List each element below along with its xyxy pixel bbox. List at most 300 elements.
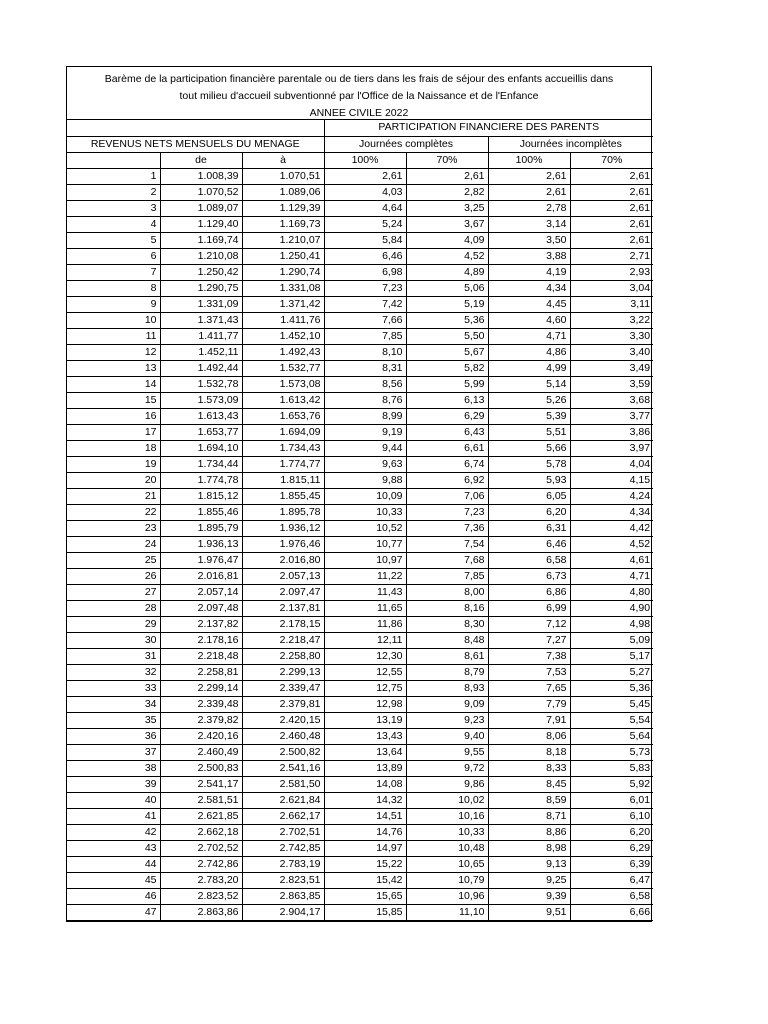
incompletes-100: 9,13 xyxy=(488,856,570,872)
revenu-a: 2.258,80 xyxy=(242,648,324,664)
incompletes-100: 2,61 xyxy=(488,184,570,200)
table-row xyxy=(67,744,653,760)
incompletes-100: 7,38 xyxy=(488,648,570,664)
completes-70: 6,29 xyxy=(406,408,488,424)
row-index: 46 xyxy=(67,888,160,904)
completes-100: 14,08 xyxy=(324,776,406,792)
completes-100: 14,32 xyxy=(324,792,406,808)
completes-70: 10,02 xyxy=(406,792,488,808)
revenu-a: 1.250,41 xyxy=(242,248,324,264)
completes-100: 7,23 xyxy=(324,280,406,296)
incompletes-70: 3,22 xyxy=(570,312,653,328)
incompletes-100: 5,93 xyxy=(488,472,570,488)
incompletes-70: 3,59 xyxy=(570,376,653,392)
completes-70: 3,25 xyxy=(406,200,488,216)
revenu-de: 1.976,47 xyxy=(160,552,242,568)
table-row xyxy=(67,456,653,472)
table-row xyxy=(67,792,653,808)
completes-100: 8,99 xyxy=(324,408,406,424)
completes-70: 10,33 xyxy=(406,824,488,840)
row-index: 42 xyxy=(67,824,160,840)
completes-70: 7,36 xyxy=(406,520,488,536)
table-row xyxy=(67,248,653,264)
revenu-a: 2.702,51 xyxy=(242,824,324,840)
incompletes-100-header: 100% xyxy=(488,152,570,168)
incompletes-100: 8,33 xyxy=(488,760,570,776)
incompletes-70: 2,61 xyxy=(570,168,653,184)
revenu-de: 1.532,78 xyxy=(160,376,242,392)
row-index: 34 xyxy=(67,696,160,712)
completes-70: 7,68 xyxy=(406,552,488,568)
incompletes-100: 6,20 xyxy=(488,504,570,520)
row-index: 3 xyxy=(67,200,160,216)
revenu-a: 1.089,06 xyxy=(242,184,324,200)
incompletes-70: 4,42 xyxy=(570,520,653,536)
completes-100: 13,64 xyxy=(324,744,406,760)
completes-70: 2,82 xyxy=(406,184,488,200)
row-index: 33 xyxy=(67,680,160,696)
table-row xyxy=(67,280,653,296)
table-row xyxy=(67,552,653,568)
journees-incompletes-header: Journées incomplètes xyxy=(488,136,653,152)
incompletes-100: 4,99 xyxy=(488,360,570,376)
revenu-a: 2.299,13 xyxy=(242,664,324,680)
revenu-a: 1.290,74 xyxy=(242,264,324,280)
completes-100: 10,52 xyxy=(324,520,406,536)
revenu-a: 1.895,78 xyxy=(242,504,324,520)
incompletes-70: 3,97 xyxy=(570,440,653,456)
incompletes-100: 6,46 xyxy=(488,536,570,552)
table-row xyxy=(67,664,653,680)
row-index: 38 xyxy=(67,760,160,776)
revenu-a: 1.129,39 xyxy=(242,200,324,216)
incompletes-100: 8,98 xyxy=(488,840,570,856)
row-index: 5 xyxy=(67,232,160,248)
table-row xyxy=(67,376,653,392)
row-index: 20 xyxy=(67,472,160,488)
revenu-de: 1.210,08 xyxy=(160,248,242,264)
revenu-a: 2.863,85 xyxy=(242,888,324,904)
table-row xyxy=(67,728,653,744)
completes-70: 5,19 xyxy=(406,296,488,312)
table-row xyxy=(67,616,653,632)
incompletes-70: 5,36 xyxy=(570,680,653,696)
incompletes-70: 3,86 xyxy=(570,424,653,440)
incompletes-100: 9,39 xyxy=(488,888,570,904)
revenu-de: 1.573,09 xyxy=(160,392,242,408)
completes-70: 2,61 xyxy=(406,168,488,184)
revenu-a: 2.178,15 xyxy=(242,616,324,632)
revenu-de: 2.500,83 xyxy=(160,760,242,776)
completes-70: 6,92 xyxy=(406,472,488,488)
completes-70: 8,61 xyxy=(406,648,488,664)
incompletes-70: 6,01 xyxy=(570,792,653,808)
revenu-de: 1.070,52 xyxy=(160,184,242,200)
incompletes-70: 3,30 xyxy=(570,328,653,344)
incompletes-70: 5,17 xyxy=(570,648,653,664)
incompletes-100: 9,25 xyxy=(488,872,570,888)
completes-100: 8,31 xyxy=(324,360,406,376)
revenu-a: 1.653,76 xyxy=(242,408,324,424)
completes-70: 5,36 xyxy=(406,312,488,328)
incompletes-70: 6,58 xyxy=(570,888,653,904)
table-row xyxy=(67,584,653,600)
bareme-table xyxy=(67,120,653,921)
revenu-de: 2.581,51 xyxy=(160,792,242,808)
completes-100: 7,42 xyxy=(324,296,406,312)
table-row xyxy=(67,328,653,344)
revenu-a: 2.097,47 xyxy=(242,584,324,600)
table-row xyxy=(67,648,653,664)
completes-100: 9,44 xyxy=(324,440,406,456)
incompletes-100: 4,19 xyxy=(488,264,570,280)
row-index: 11 xyxy=(67,328,160,344)
table-row xyxy=(67,392,653,408)
incompletes-70: 3,04 xyxy=(570,280,653,296)
incompletes-70: 2,71 xyxy=(570,248,653,264)
completes-100: 12,98 xyxy=(324,696,406,712)
table-row xyxy=(67,680,653,696)
completes-100: 10,77 xyxy=(324,536,406,552)
table-row xyxy=(67,264,653,280)
completes-100: 11,86 xyxy=(324,616,406,632)
row-index: 19 xyxy=(67,456,160,472)
revenu-a: 2.662,17 xyxy=(242,808,324,824)
completes-70: 9,09 xyxy=(406,696,488,712)
row-index: 37 xyxy=(67,744,160,760)
row-index: 16 xyxy=(67,408,160,424)
incompletes-100: 7,12 xyxy=(488,616,570,632)
row-index: 27 xyxy=(67,584,160,600)
incompletes-70: 6,39 xyxy=(570,856,653,872)
row-index: 24 xyxy=(67,536,160,552)
revenu-de: 1.734,44 xyxy=(160,456,242,472)
row-index: 47 xyxy=(67,904,160,920)
header-row-2 xyxy=(67,136,653,152)
incompletes-70: 5,73 xyxy=(570,744,653,760)
incompletes-70-header: 70% xyxy=(570,152,653,168)
completes-100: 6,98 xyxy=(324,264,406,280)
completes-70: 5,82 xyxy=(406,360,488,376)
row-index: 15 xyxy=(67,392,160,408)
row-index: 44 xyxy=(67,856,160,872)
row-index: 31 xyxy=(67,648,160,664)
completes-100: 8,76 xyxy=(324,392,406,408)
completes-100: 15,85 xyxy=(324,904,406,920)
table-row xyxy=(67,472,653,488)
incompletes-70: 3,68 xyxy=(570,392,653,408)
header-row-3 xyxy=(67,152,653,168)
completes-70: 8,30 xyxy=(406,616,488,632)
revenu-a: 2.379,81 xyxy=(242,696,324,712)
revenu-a: 2.218,47 xyxy=(242,632,324,648)
revenu-a: 1.411,76 xyxy=(242,312,324,328)
incompletes-100: 8,18 xyxy=(488,744,570,760)
table-row xyxy=(67,200,653,216)
row-index: 25 xyxy=(67,552,160,568)
incompletes-70: 4,04 xyxy=(570,456,653,472)
completes-100: 5,84 xyxy=(324,232,406,248)
participation-header: PARTICIPATION FINANCIERE DES PARENTS xyxy=(324,120,653,136)
revenu-de: 2.218,48 xyxy=(160,648,242,664)
document-title xyxy=(67,67,651,120)
incompletes-100: 3,88 xyxy=(488,248,570,264)
incompletes-70: 4,52 xyxy=(570,536,653,552)
incompletes-100: 8,45 xyxy=(488,776,570,792)
incompletes-100: 2,61 xyxy=(488,168,570,184)
header-row-1 xyxy=(67,120,653,136)
completes-70: 8,48 xyxy=(406,632,488,648)
revenu-a: 1.613,42 xyxy=(242,392,324,408)
completes-100: 10,09 xyxy=(324,488,406,504)
row-index: 22 xyxy=(67,504,160,520)
incompletes-100: 6,58 xyxy=(488,552,570,568)
incompletes-100: 8,06 xyxy=(488,728,570,744)
table-row xyxy=(67,360,653,376)
completes-100: 11,43 xyxy=(324,584,406,600)
row-index: 30 xyxy=(67,632,160,648)
incompletes-100: 4,34 xyxy=(488,280,570,296)
table-row xyxy=(67,424,653,440)
row-index: 40 xyxy=(67,792,160,808)
table-row xyxy=(67,856,653,872)
completes-70: 9,86 xyxy=(406,776,488,792)
completes-100: 13,19 xyxy=(324,712,406,728)
revenu-de: 1.169,74 xyxy=(160,232,242,248)
incompletes-100: 6,05 xyxy=(488,488,570,504)
row-index: 21 xyxy=(67,488,160,504)
table-row xyxy=(67,632,653,648)
completes-70: 9,40 xyxy=(406,728,488,744)
incompletes-70: 5,64 xyxy=(570,728,653,744)
revenu-de: 2.299,14 xyxy=(160,680,242,696)
completes-70: 5,67 xyxy=(406,344,488,360)
completes-70: 11,10 xyxy=(406,904,488,920)
completes-70: 5,99 xyxy=(406,376,488,392)
revenu-de: 1.371,43 xyxy=(160,312,242,328)
table-row xyxy=(67,872,653,888)
completes-100: 15,22 xyxy=(324,856,406,872)
incompletes-70: 2,61 xyxy=(570,200,653,216)
completes-70: 6,43 xyxy=(406,424,488,440)
completes-70: 6,61 xyxy=(406,440,488,456)
revenu-a: 2.016,80 xyxy=(242,552,324,568)
journees-completes-header: Journées complètes xyxy=(324,136,488,152)
revenu-de: 2.339,48 xyxy=(160,696,242,712)
incompletes-70: 4,15 xyxy=(570,472,653,488)
row-index: 10 xyxy=(67,312,160,328)
revenu-a: 2.057,13 xyxy=(242,568,324,584)
completes-100: 8,56 xyxy=(324,376,406,392)
incompletes-70: 2,93 xyxy=(570,264,653,280)
incompletes-100: 6,31 xyxy=(488,520,570,536)
completes-70: 7,06 xyxy=(406,488,488,504)
completes-70: 9,23 xyxy=(406,712,488,728)
completes-100: 12,30 xyxy=(324,648,406,664)
revenu-a: 1.815,11 xyxy=(242,472,324,488)
revenu-de: 2.541,17 xyxy=(160,776,242,792)
table-row xyxy=(67,808,653,824)
incompletes-100: 4,86 xyxy=(488,344,570,360)
revenu-de: 2.742,86 xyxy=(160,856,242,872)
revenu-a: 2.581,50 xyxy=(242,776,324,792)
revenu-de: 1.452,11 xyxy=(160,344,242,360)
revenu-a: 1.734,43 xyxy=(242,440,324,456)
incompletes-70: 5,83 xyxy=(570,760,653,776)
incompletes-100: 3,14 xyxy=(488,216,570,232)
revenu-a: 1.694,09 xyxy=(242,424,324,440)
revenu-de: 1.129,40 xyxy=(160,216,242,232)
table-row xyxy=(67,840,653,856)
incompletes-100: 6,73 xyxy=(488,568,570,584)
row-index: 41 xyxy=(67,808,160,824)
revenu-de: 2.783,20 xyxy=(160,872,242,888)
revenu-a: 2.420,15 xyxy=(242,712,324,728)
completes-100: 12,55 xyxy=(324,664,406,680)
table-row xyxy=(67,904,653,920)
incompletes-100: 5,51 xyxy=(488,424,570,440)
completes-70: 4,89 xyxy=(406,264,488,280)
revenu-de: 2.823,52 xyxy=(160,888,242,904)
revenu-a: 1.452,10 xyxy=(242,328,324,344)
revenu-de: 1.008,39 xyxy=(160,168,242,184)
incompletes-100: 4,45 xyxy=(488,296,570,312)
row-index: 35 xyxy=(67,712,160,728)
completes-100: 7,85 xyxy=(324,328,406,344)
incompletes-70: 3,11 xyxy=(570,296,653,312)
row-index: 45 xyxy=(67,872,160,888)
completes-100: 12,11 xyxy=(324,632,406,648)
revenu-a: 2.904,17 xyxy=(242,904,324,920)
incompletes-100: 9,51 xyxy=(488,904,570,920)
completes-70: 8,79 xyxy=(406,664,488,680)
completes-70: 7,85 xyxy=(406,568,488,584)
revenu-a: 2.460,48 xyxy=(242,728,324,744)
incompletes-70: 4,34 xyxy=(570,504,653,520)
revenu-de: 1.331,09 xyxy=(160,296,242,312)
completes-100: 12,75 xyxy=(324,680,406,696)
incompletes-100: 4,71 xyxy=(488,328,570,344)
row-index: 12 xyxy=(67,344,160,360)
incompletes-100: 8,71 xyxy=(488,808,570,824)
revenu-a: 1.976,46 xyxy=(242,536,324,552)
completes-100: 10,97 xyxy=(324,552,406,568)
de-header: de xyxy=(160,152,242,168)
revenu-a: 2.742,85 xyxy=(242,840,324,856)
completes-100: 14,97 xyxy=(324,840,406,856)
revenu-a: 1.210,07 xyxy=(242,232,324,248)
incompletes-70: 3,77 xyxy=(570,408,653,424)
incompletes-70: 6,66 xyxy=(570,904,653,920)
incompletes-70: 2,61 xyxy=(570,232,653,248)
revenu-de: 2.258,81 xyxy=(160,664,242,680)
bareme-sheet xyxy=(66,66,652,922)
table-row xyxy=(67,232,653,248)
incompletes-100: 8,86 xyxy=(488,824,570,840)
table-row xyxy=(67,344,653,360)
incompletes-70: 6,20 xyxy=(570,824,653,840)
a-header: à xyxy=(242,152,324,168)
table-row xyxy=(67,296,653,312)
revenu-a: 2.339,47 xyxy=(242,680,324,696)
revenu-de: 2.662,18 xyxy=(160,824,242,840)
incompletes-70: 5,27 xyxy=(570,664,653,680)
completes-100: 4,03 xyxy=(324,184,406,200)
revenu-de: 1.653,77 xyxy=(160,424,242,440)
incompletes-70: 6,10 xyxy=(570,808,653,824)
revenu-a: 2.137,81 xyxy=(242,600,324,616)
revenu-de: 2.621,85 xyxy=(160,808,242,824)
revenu-a: 1.532,77 xyxy=(242,360,324,376)
revenu-de: 1.774,78 xyxy=(160,472,242,488)
incompletes-70: 5,09 xyxy=(570,632,653,648)
incompletes-70: 2,61 xyxy=(570,184,653,200)
revenu-de: 1.492,44 xyxy=(160,360,242,376)
revenu-a: 2.783,19 xyxy=(242,856,324,872)
completes-100: 9,88 xyxy=(324,472,406,488)
revenu-a: 1.169,73 xyxy=(242,216,324,232)
row-index: 4 xyxy=(67,216,160,232)
revenu-de: 2.702,52 xyxy=(160,840,242,856)
revenu-a: 1.331,08 xyxy=(242,280,324,296)
revenu-de: 1.895,79 xyxy=(160,520,242,536)
completes-100: 13,89 xyxy=(324,760,406,776)
revenu-de: 1.411,77 xyxy=(160,328,242,344)
completes-70: 10,65 xyxy=(406,856,488,872)
incompletes-100: 8,59 xyxy=(488,792,570,808)
row-index: 36 xyxy=(67,728,160,744)
revenu-de: 2.420,16 xyxy=(160,728,242,744)
completes-70: 10,79 xyxy=(406,872,488,888)
row-index: 9 xyxy=(67,296,160,312)
table-row xyxy=(67,696,653,712)
incompletes-70: 4,80 xyxy=(570,584,653,600)
row-index: 29 xyxy=(67,616,160,632)
completes-70: 4,52 xyxy=(406,248,488,264)
completes-100: 9,19 xyxy=(324,424,406,440)
table-row xyxy=(67,760,653,776)
incompletes-70: 5,45 xyxy=(570,696,653,712)
row-index: 23 xyxy=(67,520,160,536)
revenu-de: 1.613,43 xyxy=(160,408,242,424)
incompletes-100: 7,91 xyxy=(488,712,570,728)
row-index: 6 xyxy=(67,248,160,264)
revenu-de: 2.863,86 xyxy=(160,904,242,920)
completes-70: 7,54 xyxy=(406,536,488,552)
table-row xyxy=(67,776,653,792)
row-index: 2 xyxy=(67,184,160,200)
revenu-a: 1.371,42 xyxy=(242,296,324,312)
incompletes-70: 4,90 xyxy=(570,600,653,616)
completes-70: 8,16 xyxy=(406,600,488,616)
revenu-de: 1.855,46 xyxy=(160,504,242,520)
incompletes-70: 5,92 xyxy=(570,776,653,792)
completes-70: 10,96 xyxy=(406,888,488,904)
incompletes-100: 7,27 xyxy=(488,632,570,648)
incompletes-100: 5,26 xyxy=(488,392,570,408)
incompletes-100: 5,39 xyxy=(488,408,570,424)
row-index: 8 xyxy=(67,280,160,296)
completes-70: 4,09 xyxy=(406,232,488,248)
incompletes-70: 3,49 xyxy=(570,360,653,376)
revenu-a: 1.492,43 xyxy=(242,344,324,360)
revenu-de: 2.057,14 xyxy=(160,584,242,600)
completes-100: 8,10 xyxy=(324,344,406,360)
row-index: 17 xyxy=(67,424,160,440)
revenu-a: 1.774,77 xyxy=(242,456,324,472)
completes-70-header: 70% xyxy=(406,152,488,168)
row-index: 28 xyxy=(67,600,160,616)
